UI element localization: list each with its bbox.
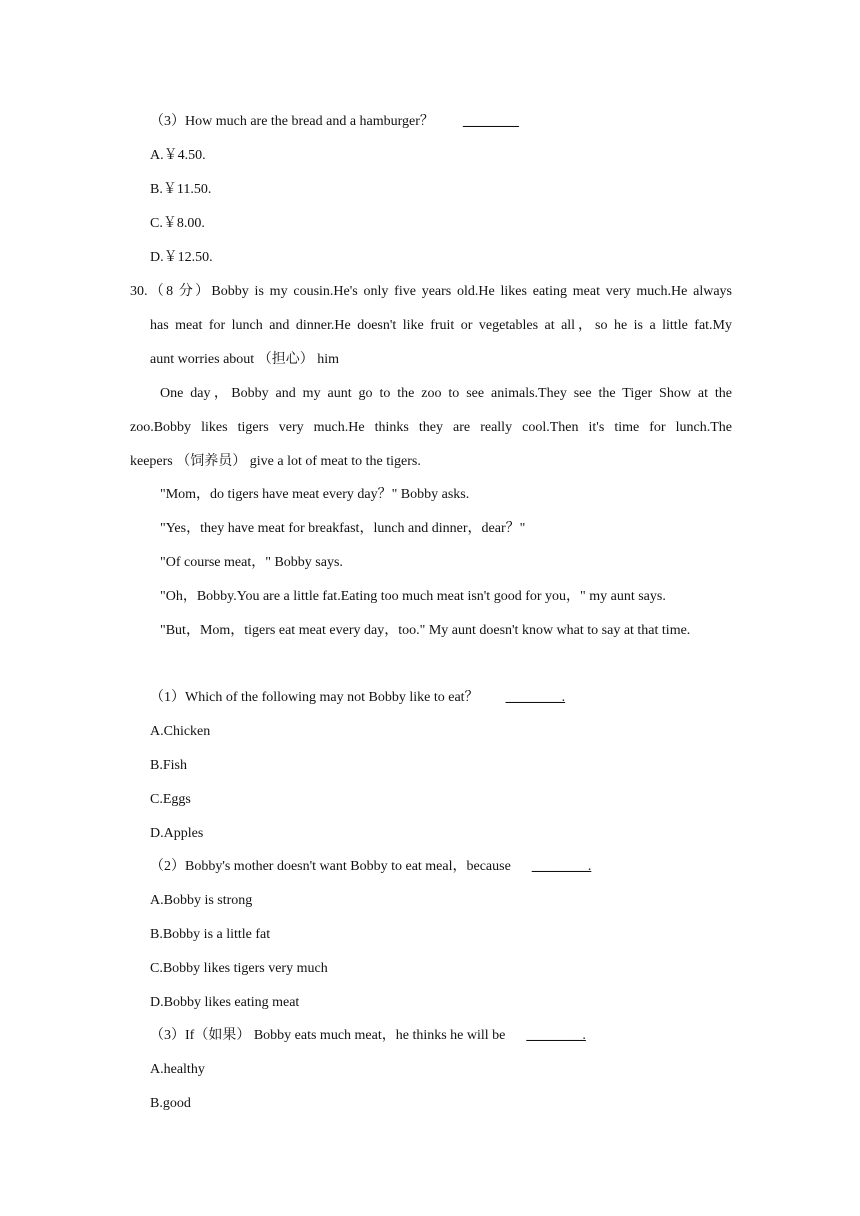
option-b: B.￥11.50. (150, 182, 212, 197)
option-d: D.Bobby likes eating meat (150, 995, 300, 1010)
option-b: B.Bobby is a little fat (150, 927, 271, 942)
dialogue-line: "Yes，they have meat for breakfast，lunch and dinner，dear？" (160, 521, 526, 536)
passage-line: zoo.Bobby likes tigers very much.He thinks they are really cool.Then it's time for lunch.The (130, 420, 732, 435)
question-text: （2）Bobby's mother doesn't want Bobby to eat meal，because (150, 859, 511, 874)
question-text: （1）Which of the following may not Bobby like to eat？ (150, 690, 479, 705)
option-b: B.good (150, 1096, 191, 1111)
option-a: A.Bobby is strong (150, 893, 253, 908)
dialogue-line: "Oh，Bobby.You are a little fat.Eating too much meat isn't good for you，" my aunt says. (160, 589, 666, 604)
passage-line: aunt worries about （担心） him (150, 352, 339, 367)
option-d: D.￥12.50. (150, 250, 213, 265)
subquestion-1 (150, 688, 565, 708)
option-c: C.Eggs (150, 792, 191, 807)
option-c: C.￥8.00. (150, 216, 205, 231)
question-text: （3）How much are the bread and a hamburger？ (150, 114, 434, 129)
answer-blank: ________ (462, 114, 519, 129)
option-a: A.￥4.50. (150, 148, 206, 163)
passage-header: 30.（8 分）Bobby is my cousin.He's only five years old.He likes eating meat very much.He always (130, 284, 732, 299)
answer-blank: ________. (526, 1028, 586, 1043)
option-b: B.Fish (150, 758, 187, 773)
question-text: （3）If（如果） Bobby eats much meat，he thinks he will be (150, 1028, 506, 1043)
option-d: D.Apples (150, 826, 204, 841)
passage-line: One day，Bobby and my aunt go to the zoo to see animals.They see the Tiger Show at the (160, 386, 732, 401)
subquestion-3 (150, 1026, 586, 1046)
answer-blank: ________. (531, 859, 592, 874)
option-c: C.Bobby likes tigers very much (150, 961, 328, 976)
dialogue-line: "Mom，do tigers have meat every day？" Bobby asks. (160, 487, 470, 502)
subquestion-2 (150, 857, 591, 877)
option-a: A.healthy (150, 1062, 205, 1077)
question-3-prev (150, 112, 519, 132)
option-a: A.Chicken (150, 724, 211, 739)
dialogue-line: "But，Mom，tigers eat meat every day，too." My aunt doesn't know what to say at that time. (160, 623, 691, 638)
dialogue-line: "Of course meat，" Bobby says. (160, 555, 343, 570)
passage-line: keepers （饲养员） give a lot of meat to the tigers. (130, 454, 421, 469)
passage-line: has meat for lunch and dinner.He doesn't like fruit or vegetables at all，so he is a little fat.My (150, 318, 732, 333)
answer-blank: ________. (505, 690, 566, 705)
